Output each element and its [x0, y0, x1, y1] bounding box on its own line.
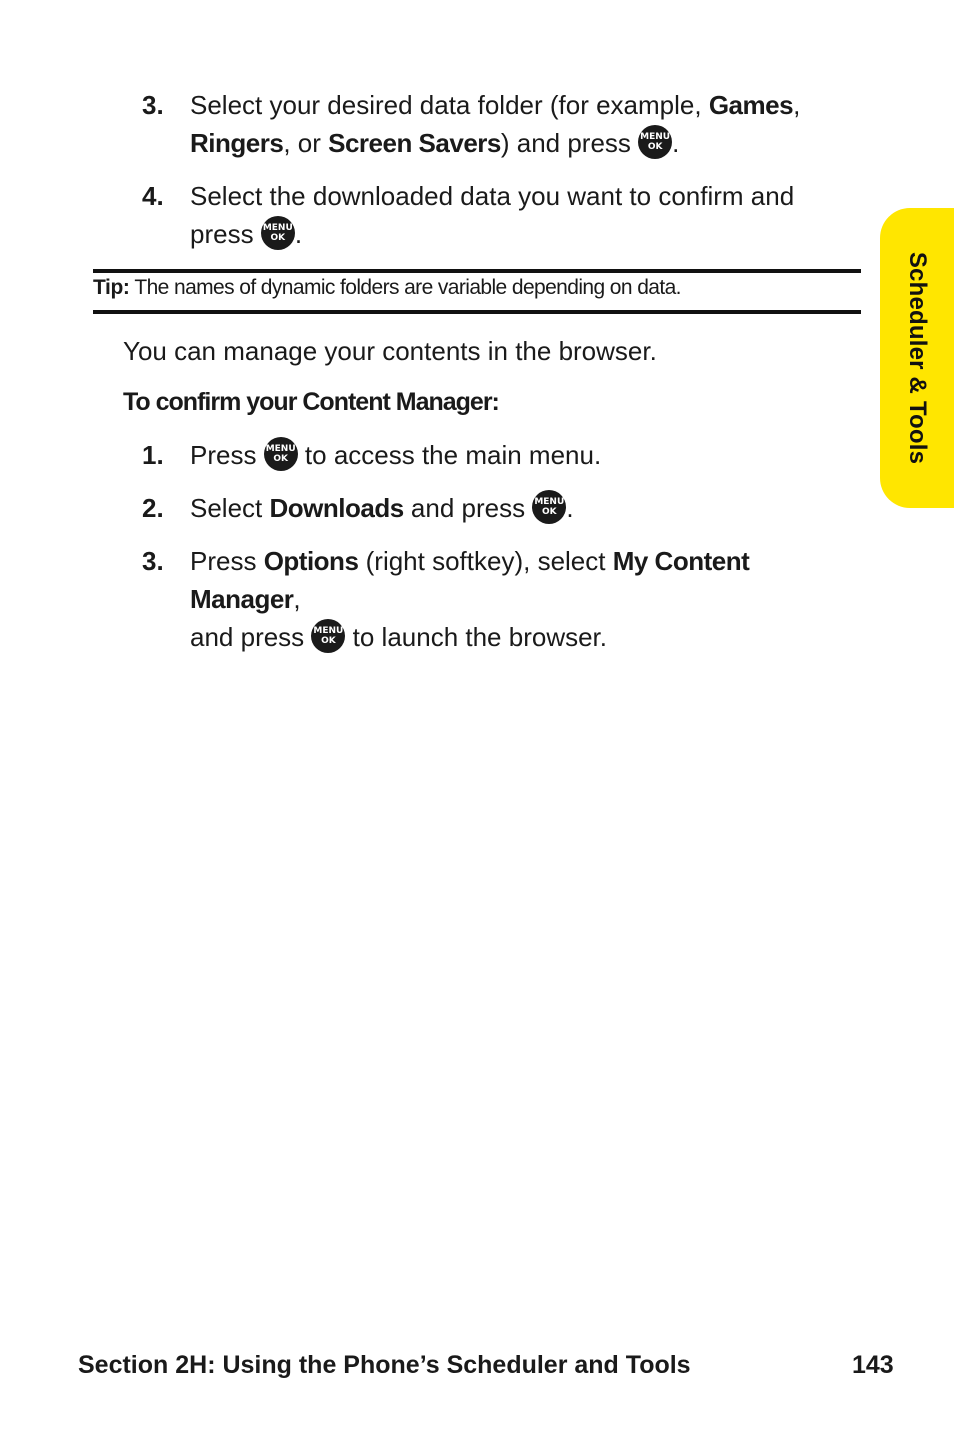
tip-note [93, 274, 681, 302]
menu-ok-key-icon: MENU OK [532, 490, 566, 524]
step-4-top [142, 177, 862, 257]
menu-ok-key-icon: MENU OK [261, 216, 295, 250]
step-text: Press MENU OK to access the main menu. [190, 436, 862, 474]
step-text: Select Downloads and press MENU OK . [190, 489, 862, 527]
games-label: Games [708, 90, 794, 120]
step-number: 3. [142, 90, 164, 120]
step-text: Select the downloaded data you want to confirm and press MENU OK . [190, 181, 795, 249]
menu-ok-key-icon: MENU OK [264, 437, 298, 471]
intro-text: You can manage your contents in the browser. [123, 336, 657, 366]
side-tab-label-wrap [880, 208, 954, 508]
downloads-label: Downloads [269, 493, 404, 523]
options-label: Options [263, 546, 359, 576]
tip-text: The names of dynamic folders are variable depending on data. [129, 276, 681, 299]
tip-rule-top [93, 269, 861, 273]
my-content-manager-label: My Content Manager [190, 546, 750, 614]
step-number: 4. [142, 181, 164, 211]
step-2 [142, 489, 862, 529]
step-1 [142, 436, 862, 476]
step-3-top [142, 86, 862, 166]
screen-savers-label: Screen Savers [328, 128, 501, 158]
step-text: Press Options (right softkey), select My Content Manager, and press MENU OK to launch the browser. [190, 546, 750, 652]
step-3 [142, 542, 862, 652]
step-text: Select your desired data folder (for example, Games, Ringers, or Screen Savers) and press MENU OK . [190, 90, 801, 158]
page-number: 143 [852, 1351, 894, 1379]
footer-section: Section 2H: Using the Phone’s Scheduler and Tools [78, 1351, 691, 1379]
side-tab-label: Scheduler & Tools [904, 251, 932, 465]
menu-ok-key-icon: MENU OK [311, 619, 345, 653]
tip-rule-bottom [93, 310, 861, 314]
step-number: 2. [142, 493, 164, 523]
menu-ok-key-icon: MENU OK [638, 125, 672, 159]
step-number: 3. [142, 546, 164, 576]
step-number: 1. [142, 440, 164, 470]
tip-label: Tip: [93, 276, 130, 299]
section-heading: To confirm your Content Manager: [123, 388, 499, 416]
ringers-label: Ringers [190, 128, 284, 158]
